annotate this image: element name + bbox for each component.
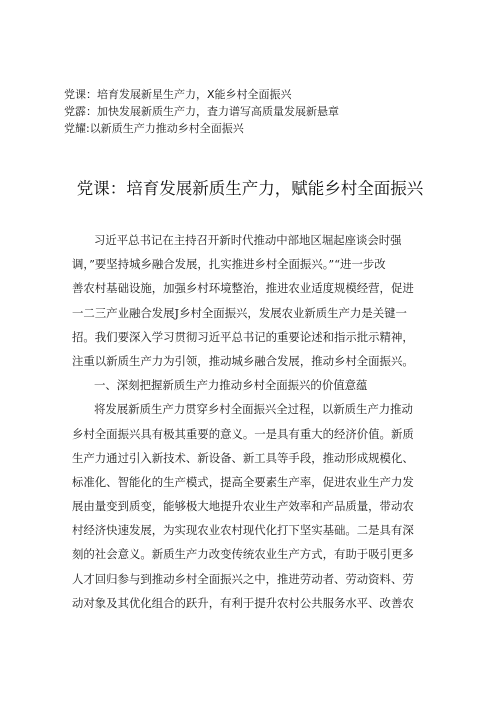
related-title: 党霹：加快发展新质生产力，査力谱写高质量发展新悬章 [64,105,339,118]
paragraph-line: 村经济快速发展，为实现农业农村现代化打下坚实基础。二是具有深 [72,523,414,538]
paragraph-line: 动对象及其优化组合的跃升，有利于提升农村公共服务水平、改善农 [72,595,414,610]
paragraph-line: 乡村全面振兴具有极其重要的意义。一是具有重大的经济价值。新质 [72,426,414,441]
paragraph-line: 一二三产业融合发展J乡村全面振兴，发展农业新质生产力是关键一 [72,305,407,320]
related-title: 党课：培育发展新星生产力，X能乡村全面振兴 [64,88,292,101]
paragraph-line: 习近平总书记在主持召开新时代推动中部地区堀起座谈会时强 [94,233,402,247]
paragraph-line: 标准化、智能化的生产模式，提高全要素生产率，促进农业生产力发 [72,474,414,489]
related-titles-list [64,86,444,137]
paragraph-line: 刻的社会意义。新质生产力改变传统农业生产方式，有助于吸引更多 [72,547,414,562]
section-heading: 一、深刻把握新质生产力推动乡村全面振兴的价值意蕴 [94,378,368,393]
related-title: 党耀:以新质生产力推动乡村全面振兴 [64,122,244,135]
paragraph-line: 展由量变到质变，能够极大地提升农业生产效率和产品质量，带动农 [72,499,414,514]
paragraph-line: 调，”要坚持城乡融合发展，扎实推进乡村全面振兴。”“进一步改 [72,257,386,272]
paragraph-line: 注重以新质生产力为引领，推动城乡融合发展，推动乡村全面振兴。 [72,353,414,368]
paragraph-line: 善农村基础设施，加强乡村环境整治，推进农业适度规模经营，促进 [72,281,414,296]
document-title: 党课：培育发展新质生产力，赋能乡村全面振兴 [76,179,424,198]
paragraph-line: 招。我们要深入学习贯彻习近平总书记的重要论述和指示批示精神， [72,329,414,344]
paragraph-line: 生产力通过引入新技术、新设备、新工具等手段，推动形成规模化、 [72,450,414,465]
paragraph-line: 将发展新质生产力贯穿乡村全面振兴全过程，以新质生产力推动 [94,402,413,417]
paragraph-line: 人才回归参与到推动乡村全面振兴之中，推进劳动者、劳动资料、劳 [72,571,414,586]
document-body [72,228,441,615]
